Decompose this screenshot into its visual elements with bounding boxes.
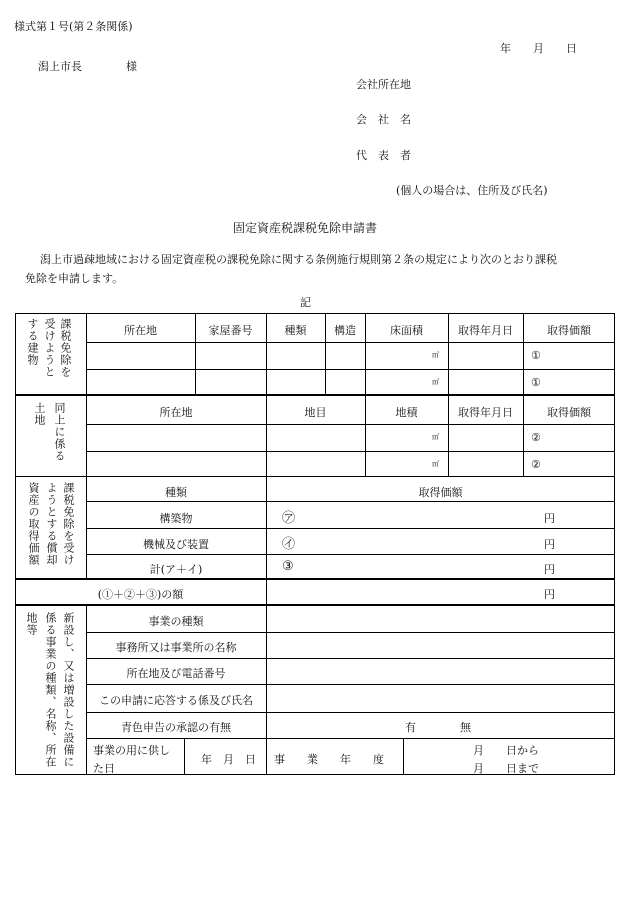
marker-2: ② [531, 431, 541, 444]
land-header-area: 地積 [395, 406, 418, 419]
assets-section-label-c: 資産の取得価額 [27, 482, 40, 566]
building-header-house-no: 家屋番号 [208, 324, 253, 337]
use-date-label: 事業の用に供し [93, 744, 170, 757]
building-header-acq-date: 取得年月日 [458, 324, 513, 337]
business-section-label-b: 係る事業の種類、名称、所在 [44, 612, 57, 768]
business-row-label: 事務所又は事業所の名称 [115, 641, 237, 654]
blue-return-value: 有 無 [405, 721, 471, 734]
land-section-label-b: 土地 [33, 402, 46, 426]
business-section-label-a: 新設し、又は増設した設備に [62, 612, 75, 768]
marker-1: ① [531, 376, 541, 389]
fiscal-year-label: 事 業 年 度 [274, 753, 384, 766]
yen-unit: 円 [544, 563, 555, 576]
building-header-floor-area: 床面積 [390, 324, 423, 337]
yen-unit: 円 [544, 588, 555, 601]
asset-row-marker: ㋑ [282, 537, 296, 552]
marker-1: ① [531, 349, 541, 362]
asset-row-marker: ③ [282, 559, 294, 574]
use-date-value: 年 月 日 [201, 753, 256, 766]
asset-row-label: 構築物 [159, 512, 193, 525]
land-header-acq-date: 取得年月日 [458, 406, 513, 419]
building-header-acq-price: 取得価額 [547, 324, 591, 337]
business-section-label-c: 地等 [25, 612, 38, 636]
land-header-acq-price: 取得価額 [547, 406, 591, 419]
business-row-label: 事業の種類 [148, 615, 204, 628]
yen-unit: 円 [544, 538, 555, 551]
date-line: 年 月 日 [500, 42, 577, 55]
building-header-kind: 種類 [284, 324, 307, 337]
sqm-unit: ㎡ [432, 460, 439, 468]
assets-header-price: 取得価額 [418, 486, 463, 499]
form-number: 様式第１号(第２条関係) [14, 20, 133, 33]
assets-section-label-a: 課税免除を受け [62, 482, 75, 566]
addressee: 潟上市長 様 [38, 60, 137, 73]
building-section-label-c: する建物 [26, 318, 39, 366]
business-row-label: 青色申告の承認の有無 [121, 721, 231, 734]
individual-note: (個人の場合は、住所及び氏名) [396, 184, 548, 197]
assets-header-kind: 種類 [165, 486, 187, 499]
asset-row-label: 機械及び装置 [143, 538, 209, 551]
building-header-location: 所在地 [124, 324, 157, 337]
sqm-unit: ㎡ [432, 351, 439, 359]
ki-label: 記 [300, 296, 311, 309]
land-section-label-a: 同上に係る [53, 402, 66, 462]
use-date-label: た日 [93, 762, 115, 775]
asset-row-marker: ㋐ [282, 511, 296, 526]
body-text-line-1: 潟上市過疎地域における固定資産税の課税免除に関する条例施行規則第２条の規定により次のとおり課税 [40, 253, 557, 266]
page-title: 固定資産税課税免除申請書 [233, 221, 378, 235]
fiscal-year-to: 月 日まで [473, 762, 539, 775]
land-header-location: 所在地 [159, 406, 193, 419]
company-address-label: 会社所在地 [356, 78, 411, 91]
business-row-label: 所在地及び電話番号 [126, 667, 226, 680]
company-name-label: 会 社 名 [356, 113, 411, 126]
sqm-unit: ㎡ [432, 433, 439, 441]
asset-row-label: 計(ア＋イ) [149, 563, 203, 576]
land-header-category: 地目 [304, 406, 327, 419]
marker-2: ② [531, 458, 541, 471]
building-section-label-a: 課税免除を [59, 318, 72, 378]
representative-label: 代 表 者 [356, 149, 411, 162]
business-row-label: この申請に応答する係及び氏名 [99, 694, 253, 707]
body-text-line-2: 免除を申請します。 [25, 272, 124, 285]
sqm-unit: ㎡ [432, 378, 439, 386]
building-section-label-b: 受けようと [43, 318, 56, 378]
building-header-structure: 構造 [334, 324, 356, 337]
yen-unit: 円 [544, 512, 555, 525]
fiscal-year-from: 月 日から [473, 744, 539, 757]
assets-section-label-b: ようとする償却 [45, 482, 58, 566]
total-label: (①＋②＋③)の額 [97, 588, 184, 601]
